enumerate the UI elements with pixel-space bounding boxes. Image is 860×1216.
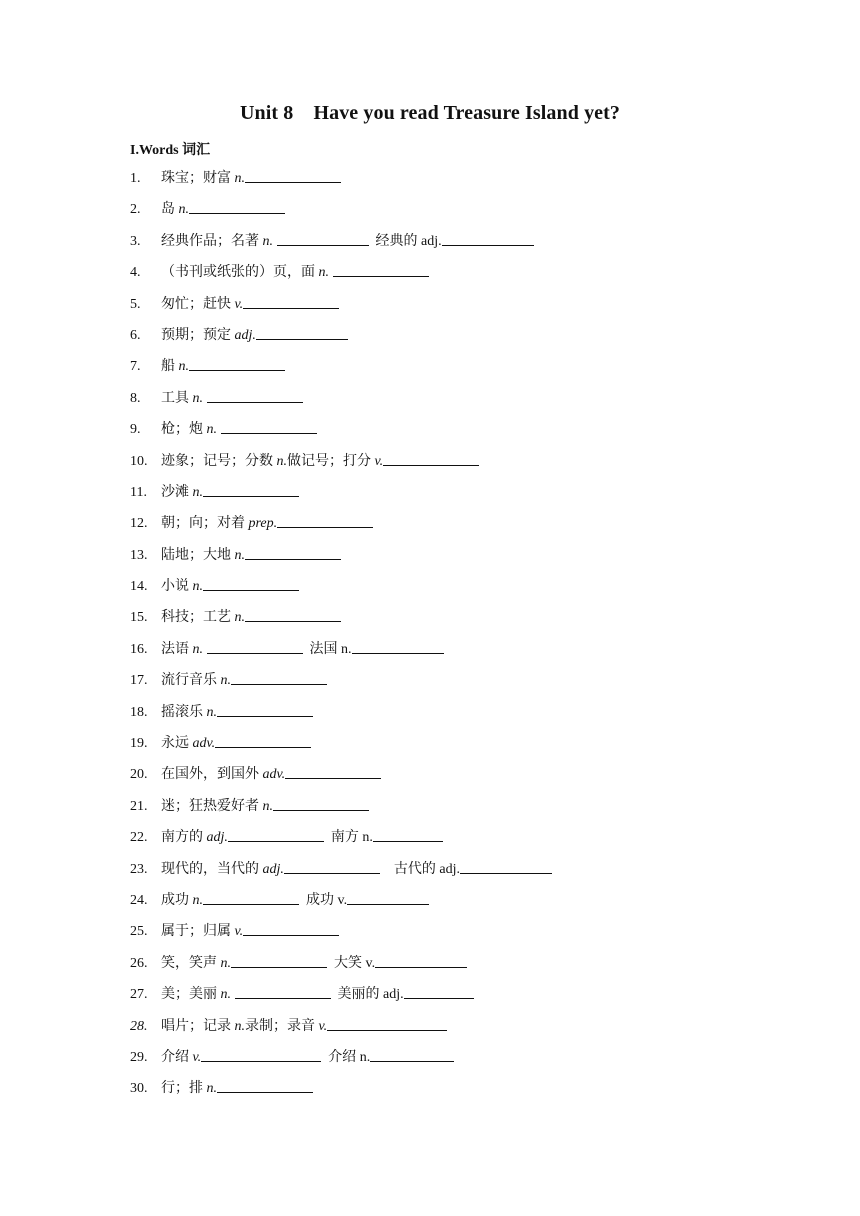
answer-blank[interactable] [273, 809, 369, 811]
item-definition: 匆忙；赶快 [161, 296, 235, 312]
part-of-speech: adj. [383, 987, 404, 1003]
word-item [130, 230, 810, 261]
answer-blank[interactable] [189, 212, 285, 214]
answer-blank[interactable] [277, 244, 369, 246]
item-content [161, 230, 534, 254]
item-content [161, 512, 373, 536]
word-item [130, 198, 810, 229]
item-content [161, 858, 552, 882]
item-number: 5. [130, 296, 141, 312]
item-content [161, 355, 285, 379]
item-content [161, 606, 341, 630]
answer-blank[interactable] [207, 652, 303, 654]
answer-blank[interactable] [243, 307, 339, 309]
item-number: 9. [130, 422, 141, 438]
item-segment [387, 858, 552, 882]
answer-blank[interactable] [231, 966, 327, 968]
part-of-speech: n. [234, 1018, 245, 1034]
part-of-speech: n. [192, 892, 203, 908]
word-item [130, 261, 810, 292]
part-of-speech: n. [192, 641, 207, 657]
word-item [130, 638, 810, 669]
answer-blank[interactable] [217, 1091, 313, 1093]
item-definition: （书刊或纸张的）页，面 [161, 265, 319, 281]
word-item [130, 324, 810, 355]
answer-blank[interactable] [228, 840, 324, 842]
item-segment [161, 324, 348, 348]
part-of-speech: n. [220, 987, 235, 1003]
answer-blank[interactable] [203, 903, 299, 905]
item-content [161, 701, 313, 725]
item-definition: 古代的 [386, 861, 440, 877]
item-number: 19. [130, 736, 148, 752]
item-definition: 经典作品；名著 [161, 233, 263, 249]
answer-blank[interactable] [245, 558, 341, 560]
item-segment [161, 1015, 245, 1039]
item-content [161, 669, 327, 693]
answer-blank[interactable] [245, 620, 341, 622]
item-segment [161, 732, 311, 756]
item-definition: 介绍 [328, 1049, 360, 1065]
item-definition: 朝；向；对着 [161, 516, 249, 532]
answer-blank[interactable] [245, 181, 341, 183]
answer-blank[interactable] [284, 872, 380, 874]
item-segment [161, 920, 339, 944]
part-of-speech: n. [262, 798, 273, 814]
word-item [130, 512, 810, 543]
answer-blank[interactable] [277, 526, 373, 528]
answer-blank[interactable] [189, 369, 285, 371]
item-number: 30. [130, 1081, 148, 1097]
item-number: 20. [130, 767, 148, 783]
part-of-speech: n. [359, 1049, 371, 1065]
part-of-speech: prep. [248, 516, 278, 532]
item-segment [161, 606, 341, 630]
part-of-speech: n. [192, 579, 203, 595]
part-of-speech: adj. [206, 830, 228, 846]
item-definition: 南方 [330, 830, 363, 846]
item-number: 14. [130, 579, 148, 595]
answer-blank[interactable] [215, 746, 311, 748]
part-of-speech: v. [337, 892, 348, 908]
answer-blank[interactable] [383, 464, 479, 466]
word-item [130, 418, 810, 449]
item-segment [161, 669, 327, 693]
item-segment [161, 952, 327, 976]
item-definition: 预期；预定 [161, 327, 235, 343]
part-of-speech: v. [234, 924, 244, 940]
item-definition: 美；美丽 [161, 987, 221, 1003]
word-item [130, 826, 810, 857]
item-definition: 科技；工艺 [161, 610, 235, 626]
part-of-speech: n. [276, 453, 287, 469]
part-of-speech: adj. [234, 327, 256, 343]
item-content [161, 1046, 454, 1070]
word-item [130, 167, 810, 198]
item-number: 6. [130, 327, 141, 343]
item-segment [161, 858, 380, 882]
answer-blank[interactable] [235, 997, 331, 999]
answer-blank[interactable] [404, 997, 474, 999]
part-of-speech: n. [234, 610, 245, 626]
item-definition: 枪；炮 [161, 422, 207, 438]
part-of-speech: v. [318, 1018, 328, 1034]
item-segment [161, 450, 287, 474]
word-item [130, 889, 810, 920]
answer-blank[interactable] [256, 338, 348, 340]
word-item [130, 763, 810, 794]
answer-blank[interactable] [243, 934, 339, 936]
item-definition: 成功 [161, 892, 193, 908]
item-content [161, 920, 339, 944]
part-of-speech: n. [206, 422, 221, 438]
item-number: 4. [130, 265, 141, 281]
item-definition: 属于；归属 [161, 924, 235, 940]
word-item [130, 1015, 810, 1046]
item-number: 17. [130, 673, 148, 689]
part-of-speech: n. [220, 673, 231, 689]
item-content [161, 450, 479, 474]
item-segment [161, 1077, 313, 1101]
answer-blank[interactable] [347, 903, 429, 905]
item-content [161, 826, 443, 850]
item-definition: 船 [161, 359, 179, 375]
item-definition: 现代的，当代的 [161, 861, 263, 877]
part-of-speech: adv. [192, 736, 216, 752]
item-definition: 美丽的 [337, 987, 383, 1003]
word-item [130, 293, 810, 324]
item-number: 7. [130, 359, 141, 375]
item-content [161, 795, 369, 819]
item-content [161, 387, 303, 411]
item-number: 29. [130, 1049, 148, 1065]
part-of-speech: adj. [421, 233, 442, 249]
item-segment [161, 355, 285, 379]
answer-blank[interactable] [375, 966, 467, 968]
word-item [130, 1077, 810, 1108]
item-definition: 行；排 [161, 1081, 207, 1097]
item-segment [161, 795, 369, 819]
item-segment [161, 418, 317, 442]
item-segment [161, 763, 381, 787]
item-content [161, 198, 285, 222]
item-segment [161, 230, 369, 254]
word-item [130, 387, 810, 418]
answer-blank[interactable] [231, 683, 327, 685]
item-definition: 流行音乐 [161, 673, 221, 689]
word-item [130, 701, 810, 732]
item-definition: 法国 [309, 641, 341, 657]
item-definition: 大笑 [334, 955, 366, 971]
item-segment [245, 1015, 447, 1039]
part-of-speech: n. [362, 830, 373, 846]
item-segment [161, 1046, 321, 1070]
item-content [161, 952, 467, 976]
word-item [130, 920, 810, 951]
word-item [130, 575, 810, 606]
word-item [130, 858, 810, 889]
item-segment [338, 983, 474, 1007]
item-definition: 珠宝；财富 [161, 171, 235, 186]
word-item [130, 983, 810, 1014]
item-number: 25. [130, 924, 148, 940]
part-of-speech: v. [374, 453, 384, 469]
part-of-speech: n. [178, 359, 189, 375]
item-definition: 迹象；记号；分数 [161, 453, 277, 469]
answer-blank[interactable] [442, 244, 534, 246]
answer-blank[interactable] [203, 495, 299, 497]
answer-blank[interactable] [285, 777, 381, 779]
item-definition: 迷；狂热爱好者 [161, 798, 263, 814]
word-item [130, 450, 810, 481]
item-segment [161, 387, 303, 411]
item-content [161, 544, 341, 568]
item-number: 11. [130, 484, 147, 500]
item-content [161, 1077, 313, 1101]
part-of-speech: n. [220, 955, 231, 971]
item-definition: 南方的 [161, 830, 207, 846]
item-number: 13. [130, 547, 148, 563]
item-segment [376, 230, 534, 254]
item-number: 21. [130, 798, 148, 814]
part-of-speech: adj. [439, 861, 460, 877]
item-content [161, 481, 299, 505]
part-of-speech: n. [234, 171, 245, 186]
part-of-speech: adv. [262, 767, 286, 783]
part-of-speech: adj. [262, 861, 284, 877]
item-definition: 唱片；记录 [161, 1018, 235, 1034]
part-of-speech: n. [206, 1081, 217, 1097]
item-definition: 法语 [161, 641, 193, 657]
item-segment [161, 983, 331, 1007]
item-number: 2. [130, 202, 141, 218]
item-content [161, 575, 299, 599]
answer-blank[interactable] [460, 872, 552, 874]
item-number: 1. [130, 171, 141, 186]
part-of-speech: v. [234, 296, 244, 312]
item-segment [161, 575, 299, 599]
item-segment [161, 544, 341, 568]
part-of-speech: n. [206, 704, 217, 720]
item-number: 18. [130, 704, 148, 720]
word-item [130, 481, 810, 512]
item-segment [287, 450, 479, 474]
word-item [130, 669, 810, 700]
item-content [161, 732, 311, 756]
part-of-speech: v. [365, 955, 376, 971]
word-list [130, 167, 810, 1109]
item-definition: 录制；录音 [245, 1018, 319, 1034]
item-content [161, 418, 317, 442]
item-segment [310, 638, 444, 662]
item-content [161, 1015, 447, 1039]
item-segment [161, 701, 313, 725]
item-content [161, 983, 474, 1007]
item-definition: 笑，笑声 [161, 955, 221, 971]
item-definition: 沙滩 [161, 484, 193, 500]
item-number: 26. [130, 955, 148, 971]
item-definition: 摇滚乐 [161, 704, 207, 720]
item-segment [161, 889, 299, 913]
item-content [161, 167, 341, 191]
item-number: 23. [130, 861, 148, 877]
item-content [161, 889, 429, 913]
answer-blank[interactable] [352, 652, 444, 654]
answer-blank[interactable] [221, 432, 317, 434]
item-segment [161, 261, 429, 285]
item-number: 16. [130, 641, 148, 657]
item-number: 10. [130, 453, 148, 469]
item-definition: 小说 [161, 579, 193, 595]
item-definition: 成功 [306, 892, 338, 908]
item-number: 24. [130, 892, 148, 908]
item-definition: 在国外，到国外 [161, 767, 263, 783]
item-definition: 工具 [161, 390, 193, 406]
item-number: 3. [130, 233, 141, 249]
item-segment [161, 826, 324, 850]
section-heading: I.Words 词汇 [130, 143, 211, 158]
word-item [130, 606, 810, 637]
page-title: Unit 8 Have you read Treasure Island yet? [239, 102, 621, 124]
answer-blank[interactable] [203, 589, 299, 591]
answer-blank[interactable] [333, 275, 429, 277]
item-definition: 永远 [161, 736, 193, 752]
item-content [161, 324, 348, 348]
word-item [130, 1046, 810, 1077]
item-content [161, 638, 444, 662]
answer-blank[interactable] [327, 1029, 447, 1031]
item-content [161, 293, 339, 317]
item-definition: 陆地；大地 [161, 547, 235, 563]
item-segment [161, 293, 339, 317]
item-content [161, 261, 429, 285]
item-definition: 经典的 [375, 233, 421, 249]
part-of-speech: n. [262, 233, 277, 249]
part-of-speech: n. [192, 484, 203, 500]
item-definition: 做记号；打分 [287, 453, 375, 469]
item-definition: 岛 [161, 202, 179, 218]
word-item [130, 795, 810, 826]
part-of-speech: n. [341, 641, 352, 657]
part-of-speech: n. [178, 202, 189, 218]
answer-blank[interactable] [217, 715, 313, 717]
item-segment [161, 512, 373, 536]
word-item [130, 952, 810, 983]
item-segment [328, 1046, 454, 1070]
item-number: 8. [130, 390, 141, 406]
answer-blank[interactable] [370, 1060, 454, 1062]
item-number: 28. [130, 1018, 148, 1034]
item-segment [306, 889, 429, 913]
item-number: 27. [130, 987, 148, 1003]
item-segment [161, 481, 299, 505]
part-of-speech: v. [192, 1049, 202, 1065]
answer-blank[interactable] [201, 1060, 321, 1062]
part-of-speech: n. [234, 547, 245, 563]
word-item [130, 544, 810, 575]
item-number: 15. [130, 610, 148, 626]
item-segment [334, 952, 467, 976]
part-of-speech: n. [318, 265, 333, 281]
answer-blank[interactable] [207, 401, 303, 403]
item-number: 22. [130, 830, 148, 846]
part-of-speech: n. [192, 390, 207, 406]
item-segment [161, 638, 303, 662]
item-number: 12. [130, 516, 148, 532]
item-segment [161, 198, 285, 222]
answer-blank[interactable] [373, 840, 443, 842]
item-content [161, 763, 381, 787]
item-segment [161, 167, 341, 191]
word-item [130, 732, 810, 763]
item-segment [331, 826, 443, 850]
word-item [130, 355, 810, 386]
item-definition: 介绍 [161, 1049, 193, 1065]
